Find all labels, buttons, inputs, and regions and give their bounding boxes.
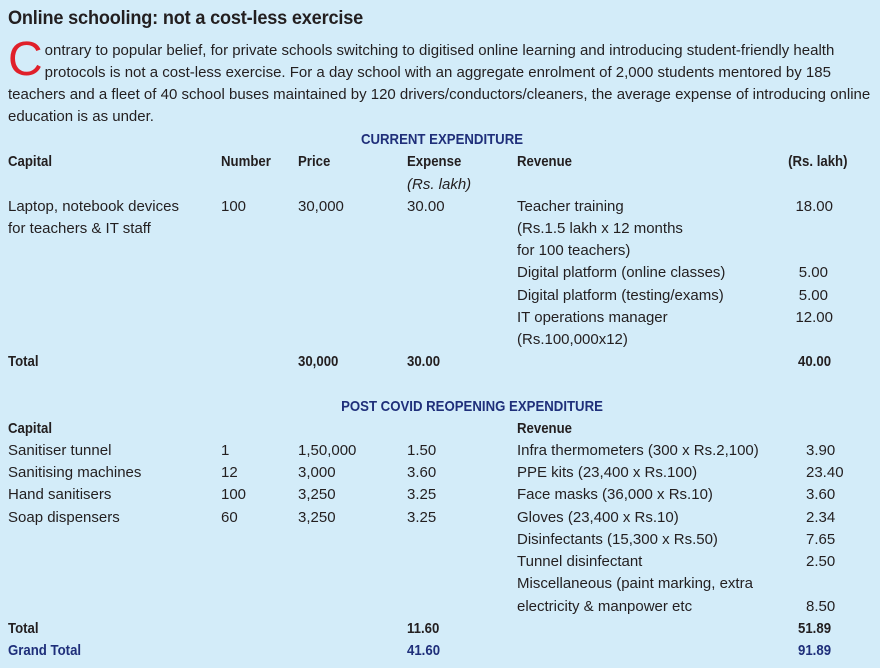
- current-capital-number: 100: [221, 198, 247, 215]
- current-revenue-item: Teacher training: [517, 198, 624, 215]
- post-capital-expense: 1.50: [407, 442, 437, 459]
- post-revenue-item: electricity & manpower etc: [517, 598, 693, 615]
- post-revenue-item: PPE kits (23,400 x Rs.100): [517, 464, 698, 481]
- post-revenue-item: Gloves (23,400 x Rs.10): [517, 509, 679, 526]
- current-revenue-item: for 100 teachers): [517, 242, 631, 259]
- post-capital-expense: 3.25: [407, 486, 437, 503]
- current-revenue-item: (Rs.1.5 lakh x 12 months: [517, 220, 683, 237]
- current-expenditure-heading: CURRENT EXPENDITURE: [360, 131, 524, 148]
- current-capital-item: Laptop, notebook devices: [8, 198, 179, 215]
- post-revenue-item: Face masks (36,000 x Rs.10): [517, 486, 713, 503]
- current-capital-header: Capital: [8, 153, 53, 170]
- current-expense-unit: (Rs. lakh): [407, 176, 472, 193]
- intro-paragraph: [8, 33, 874, 128]
- post-capital-number: 100: [221, 486, 247, 503]
- post-revenue-item: Infra thermometers (300 x Rs.2,100): [517, 442, 759, 459]
- grand-total-label: Grand Total: [8, 642, 82, 659]
- post-revenue-value: 7.65: [806, 531, 836, 548]
- post-total-label: Total: [8, 620, 39, 637]
- page-title: Online schooling: not a cost-less exercise: [8, 7, 363, 29]
- post-revenue-value: 8.50: [806, 598, 836, 615]
- post-total-expense: 11.60: [407, 620, 440, 637]
- current-revenue-value: 12.00: [795, 309, 833, 326]
- post-revenue-value: 2.50: [806, 553, 836, 570]
- current-revenue-value: 5.00: [798, 264, 828, 281]
- intro-text: ontrary to popular belief, for private schools switching to digitised online learning and introducing student-friendly health protocols is not a cost-less exercise. For a day school with an aggregate enrolment of 2,000 students mentored by 185 teachers and a fleet of 40 school buses maintained by 120 drivers/conductors/cleaners, the average expense of introducing online education is as under.: [8, 42, 871, 125]
- post-covid-heading: POST COVID REOPENING EXPENDITURE: [341, 398, 603, 415]
- post-revenue-item: Tunnel disinfectant: [517, 553, 643, 570]
- current-capital-expense: 30.00: [407, 198, 445, 215]
- drop-cap: C: [8, 33, 43, 86]
- post-capital-price: 3,250: [298, 486, 336, 503]
- current-expense-header: Expense: [407, 153, 462, 170]
- current-total-label: Total: [8, 353, 39, 370]
- post-capital-number: 1: [221, 442, 230, 459]
- current-revenue-item: Digital platform (online classes): [517, 264, 726, 281]
- post-revenue-value: 3.60: [806, 486, 836, 503]
- current-revenue-value: 5.00: [798, 287, 828, 304]
- current-revenue-item: IT operations manager: [517, 309, 668, 326]
- post-capital-number: 12: [221, 464, 238, 481]
- current-revenue-item: Digital platform (testing/exams): [517, 287, 724, 304]
- post-capital-price: 3,250: [298, 509, 336, 526]
- post-capital-expense: 3.25: [407, 509, 437, 526]
- current-number-header: Number: [221, 153, 271, 170]
- post-capital-price: 1,50,000: [298, 442, 357, 459]
- post-revenue-header: Revenue: [517, 420, 573, 437]
- post-capital-number: 60: [221, 509, 238, 526]
- grand-total-expense: 41.60: [407, 642, 441, 659]
- current-capital-item-cont: for teachers & IT staff: [8, 220, 151, 237]
- current-total-expense: 30.00: [407, 353, 441, 370]
- current-revenue-header: Revenue: [517, 153, 573, 170]
- current-capital-price: 30,000: [298, 198, 344, 215]
- post-revenue-value: 3.90: [806, 442, 836, 459]
- post-revenue-value: 2.34: [806, 509, 836, 526]
- grand-total-revenue: 91.89: [798, 642, 832, 659]
- post-capital-price: 3,000: [298, 464, 336, 481]
- current-revenue-value: 18.00: [795, 198, 833, 215]
- post-revenue-item: Disinfectants (15,300 x Rs.50): [517, 531, 718, 548]
- post-capital-item: Sanitiser tunnel: [8, 442, 112, 459]
- post-capital-item: Soap dispensers: [8, 509, 120, 526]
- post-revenue-value: 23.40: [806, 464, 844, 481]
- current-total-revenue: 40.00: [798, 353, 832, 370]
- post-capital-item: Sanitising machines: [8, 464, 142, 481]
- current-total-price: 30,000: [298, 353, 339, 370]
- post-capital-header: Capital: [8, 420, 53, 437]
- current-price-header: Price: [298, 153, 331, 170]
- current-revenue-unit: (Rs. lakh): [788, 153, 848, 170]
- post-capital-expense: 3.60: [407, 464, 437, 481]
- post-revenue-item: Miscellaneous (paint marking, extra: [517, 575, 753, 592]
- post-total-revenue: 51.89: [798, 620, 832, 637]
- current-revenue-item: (Rs.100,000x12): [517, 331, 628, 348]
- post-capital-item: Hand sanitisers: [8, 486, 112, 503]
